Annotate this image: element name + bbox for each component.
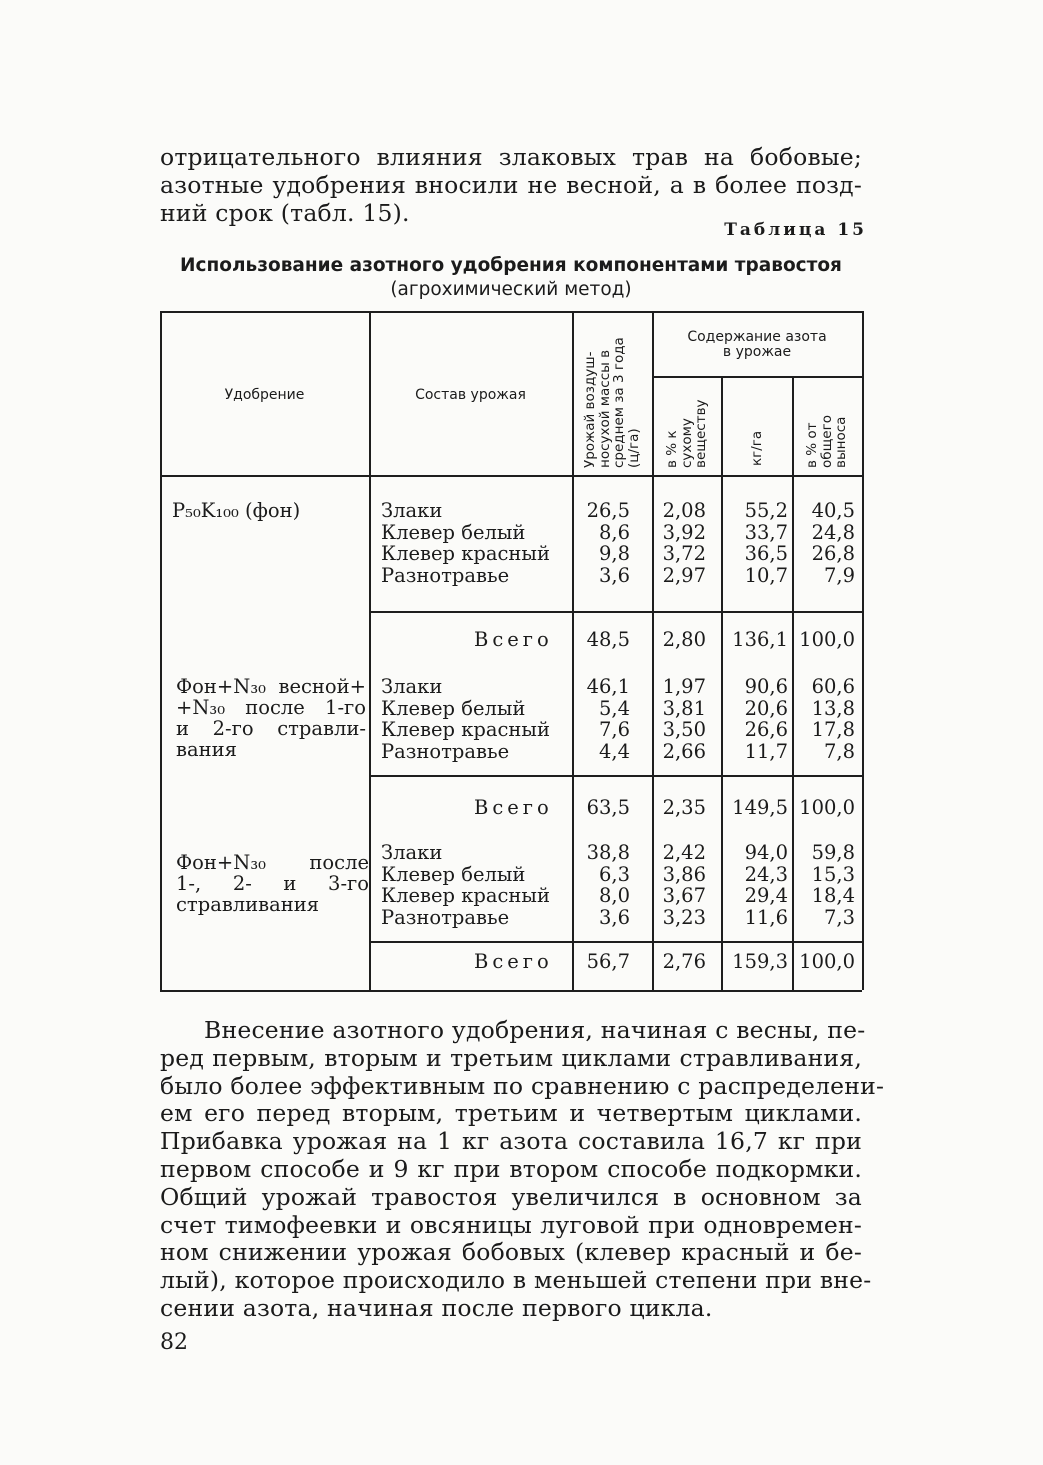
total-kg-value: 159,3 bbox=[732, 950, 788, 973]
table-title: Использование азотного удобрения компонентами травостоя bbox=[180, 255, 842, 276]
header-kg-ha: кг/га bbox=[748, 430, 765, 466]
header-line: выноса bbox=[833, 416, 850, 468]
pct-dry-value: 3,81 bbox=[662, 696, 706, 720]
pct-total-value: 7,9 bbox=[823, 563, 855, 587]
header-line: сухому bbox=[678, 418, 695, 468]
table-label: Таблица 15 bbox=[724, 220, 867, 240]
fertilizer-line: вания bbox=[176, 738, 237, 761]
kg-value: 94,0 bbox=[744, 841, 788, 864]
pct-total-value: 13,8 bbox=[811, 696, 855, 720]
yield-value: 9,8 bbox=[598, 542, 630, 565]
crop-name: Клевер белый bbox=[381, 520, 526, 544]
pct-total-value: 7,8 bbox=[823, 739, 855, 763]
total-kg-value: 136,1 bbox=[732, 628, 788, 651]
total-pct-dry-value: 2,80 bbox=[662, 628, 706, 651]
yield-value: 7,6 bbox=[598, 718, 630, 741]
table-rule bbox=[369, 311, 371, 990]
yield-value: 38,8 bbox=[586, 841, 630, 864]
table-rule bbox=[369, 611, 862, 613]
table-rule bbox=[160, 475, 862, 477]
yield-value: 6,3 bbox=[598, 862, 630, 886]
header-pct-dry bbox=[665, 399, 709, 468]
text-line: ред первым, вторым и третьим циклами стравливания, bbox=[160, 1043, 862, 1072]
total-yield-value: 56,7 bbox=[586, 950, 630, 973]
yield-value: 5,4 bbox=[598, 696, 630, 720]
pct-dry-value: 3,92 bbox=[662, 520, 706, 544]
text-line: ном снижении урожая бобовых (клевер красный и бе- bbox=[160, 1238, 862, 1267]
table-rule bbox=[160, 311, 162, 990]
crop-name: Разнотравье bbox=[381, 905, 510, 929]
pct-dry-value: 1,97 bbox=[662, 675, 706, 698]
text-line: Внесение азотного удобрения, начиная с весны, пе- bbox=[204, 1016, 866, 1044]
pct-total-value: 59,8 bbox=[811, 841, 855, 864]
fertilizer-line: Фон+N₃₀ весной+ bbox=[176, 675, 366, 698]
pct-total-value: 40,5 bbox=[811, 499, 855, 522]
kg-value: 33,7 bbox=[744, 520, 788, 544]
total-yield-value: 48,5 bbox=[586, 628, 630, 651]
crop-name: Злаки bbox=[381, 841, 443, 864]
kg-value: 55,2 bbox=[744, 499, 788, 522]
text-line: ем его перед вторым, третьим и четвертым циклами. bbox=[160, 1099, 862, 1128]
table-rule bbox=[160, 990, 862, 992]
fertilizer-label bbox=[176, 676, 366, 760]
total-yield-value: 63,5 bbox=[586, 796, 630, 819]
total-kg-value: 149,5 bbox=[732, 796, 788, 819]
total-pct-total-value: 100,0 bbox=[799, 796, 855, 819]
total-label: Всего bbox=[474, 950, 553, 973]
text-line: счет тимофеевки и овсяницы луговой при одновремен- bbox=[160, 1210, 862, 1239]
yield-value: 4,4 bbox=[598, 739, 630, 763]
crop-name: Клевер белый bbox=[381, 862, 526, 886]
crop-name: Клевер красный bbox=[381, 718, 550, 741]
header-line: Содержание азота bbox=[687, 329, 827, 345]
pct-dry-value: 3,72 bbox=[662, 542, 706, 565]
pct-dry-value: 3,67 bbox=[662, 884, 706, 907]
yield-value: 3,6 bbox=[598, 905, 630, 929]
fertilizer-line: стравливания bbox=[176, 893, 320, 916]
total-label: Всего bbox=[474, 796, 553, 819]
pct-total-value: 17,8 bbox=[811, 718, 855, 741]
pct-total-value: 7,3 bbox=[823, 905, 855, 929]
header-line: в % от bbox=[804, 422, 821, 468]
total-pct-dry-value: 2,35 bbox=[662, 796, 706, 819]
pct-dry-value: 2,66 bbox=[662, 739, 706, 763]
yield-value: 46,1 bbox=[586, 675, 630, 698]
pct-dry-value: 3,23 bbox=[662, 905, 706, 929]
header-line: веществу bbox=[692, 399, 709, 468]
crop-name: Клевер красный bbox=[381, 884, 550, 907]
pct-total-value: 15,3 bbox=[811, 862, 855, 886]
page-number: 82 bbox=[160, 1330, 188, 1355]
text-line: азотные удобрения вносили не весной, а в более позд- bbox=[160, 170, 862, 199]
header-line: среднем за 3 года bbox=[611, 337, 627, 468]
kg-value: 29,4 bbox=[744, 884, 788, 907]
pct-dry-value: 2,08 bbox=[662, 499, 706, 522]
pct-dry-value: 3,86 bbox=[662, 862, 706, 886]
fertilizer-label bbox=[176, 852, 369, 915]
pct-dry-value: 2,42 bbox=[662, 841, 706, 864]
total-label: Всего bbox=[474, 628, 553, 651]
header-yield bbox=[583, 337, 641, 468]
pct-total-value: 60,6 bbox=[811, 675, 855, 698]
header-nitrogen-content bbox=[652, 330, 862, 360]
crop-name: Злаки bbox=[381, 499, 443, 522]
header-composition: Состав урожая bbox=[415, 387, 526, 403]
crop-name: Разнотравье bbox=[381, 563, 510, 587]
text-line: Прибавка урожая на 1 кг азота составила 16,7 кг при bbox=[160, 1127, 862, 1156]
kg-value: 26,6 bbox=[744, 718, 788, 741]
total-pct-total-value: 100,0 bbox=[799, 628, 855, 651]
text-line: ний срок (табл. 15). bbox=[160, 198, 410, 227]
crop-name: Клевер красный bbox=[381, 542, 550, 565]
table-subtitle: (агрохимический метод) bbox=[390, 279, 632, 300]
crop-name: Разнотравье bbox=[381, 739, 510, 763]
kg-value: 10,7 bbox=[744, 563, 788, 587]
text-line: сении азота, начиная после первого цикла. bbox=[160, 1293, 713, 1322]
yield-value: 8,0 bbox=[598, 884, 630, 907]
fertilizer-line: и 2-го стравли- bbox=[176, 717, 366, 740]
pct-total-value: 26,8 bbox=[811, 542, 855, 565]
header-line: носухой массы в bbox=[596, 349, 613, 468]
table-rule bbox=[369, 775, 862, 777]
kg-value: 36,5 bbox=[744, 542, 788, 565]
header-line: общего bbox=[818, 415, 835, 468]
text-line: Общий урожай травостоя увеличился в основном за bbox=[160, 1182, 862, 1211]
table-rule bbox=[862, 311, 864, 990]
header-line: Урожай воздуш- bbox=[582, 351, 598, 468]
total-pct-total-value: 100,0 bbox=[799, 950, 855, 973]
fertilizer-line: P₅₀K₁₀₀ (фон) bbox=[172, 499, 301, 522]
kg-value: 20,6 bbox=[744, 696, 788, 720]
text-line: первом способе и 9 кг при втором способе подкормки. bbox=[160, 1154, 862, 1183]
kg-value: 11,7 bbox=[744, 739, 788, 763]
header-line: в урожае bbox=[722, 344, 792, 360]
pct-dry-value: 2,97 bbox=[662, 563, 706, 587]
pct-dry-value: 3,50 bbox=[662, 718, 706, 741]
pct-total-value: 18,4 bbox=[811, 884, 855, 907]
body-paragraph bbox=[160, 1016, 885, 1323]
table-rule bbox=[369, 941, 862, 943]
yield-value: 26,5 bbox=[586, 499, 630, 522]
kg-value: 11,6 bbox=[744, 905, 788, 929]
table-rule bbox=[652, 376, 862, 378]
crop-name: Злаки bbox=[381, 675, 443, 698]
fertilizer-line: 1-, 2- и 3-го bbox=[176, 872, 369, 895]
intro-paragraph bbox=[160, 144, 862, 227]
text-line: было более эффективным по сравнению с распределени- bbox=[160, 1071, 885, 1100]
kg-value: 24,3 bbox=[744, 862, 788, 886]
yield-value: 8,6 bbox=[598, 520, 630, 544]
table-rule bbox=[160, 311, 862, 313]
header-line: в % к bbox=[663, 430, 680, 468]
header-pct-total bbox=[805, 415, 849, 468]
kg-value: 90,6 bbox=[744, 675, 788, 698]
total-pct-dry-value: 2,76 bbox=[662, 950, 706, 973]
text-line: отрицательного влияния злаковых трав на бобовые; bbox=[160, 143, 862, 171]
pct-total-value: 24,8 bbox=[811, 520, 855, 544]
crop-name: Клевер белый bbox=[381, 696, 526, 720]
fertilizer-line: Фон+N₃₀ после bbox=[176, 851, 369, 874]
text-line: лый), которое происходило в меньшей степени при вне- bbox=[160, 1266, 872, 1295]
fertilizer-label bbox=[172, 500, 362, 521]
header-line: (ц/га) bbox=[625, 428, 642, 468]
fertilizer-line: +N₃₀ после 1-го bbox=[176, 696, 366, 719]
header-fertilizer: Удобрение bbox=[224, 387, 305, 403]
yield-value: 3,6 bbox=[598, 563, 630, 587]
